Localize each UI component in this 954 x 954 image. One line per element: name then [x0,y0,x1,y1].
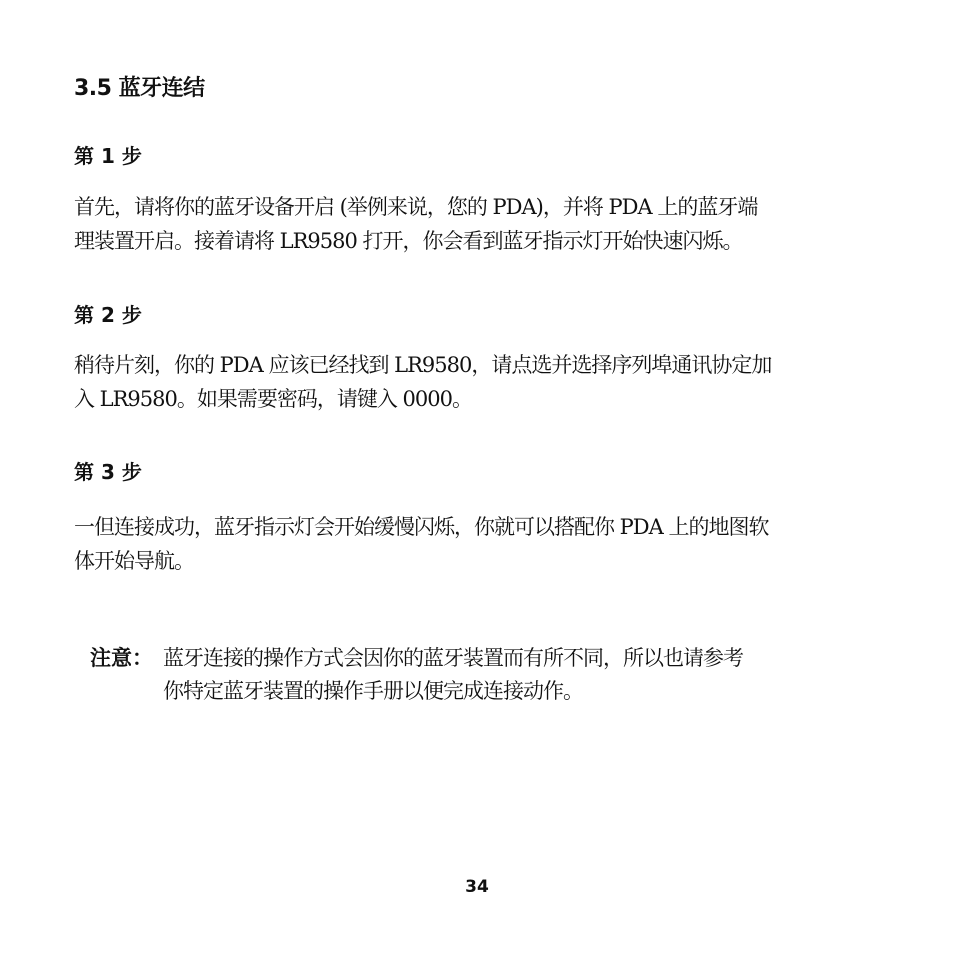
section-title: 3.5 蓝牙连结 [74,76,205,101]
step-3-heading: 第 3 步 [74,460,142,484]
step-2-heading: 第 2 步 [74,303,142,327]
note-label: 注意： [90,646,153,670]
step-2-line-1: 稍待片刻，你的 PDA 应该已经找到 LR9580，请点选并选择序列埠通讯协定加 [74,353,772,377]
note-line-1: 蓝牙连接的操作方式会因你的蓝牙装置而有所不同，所以也请参考 [163,646,743,670]
step-3-text [74,510,884,578]
note-line-2: 你特定蓝牙装置的操作手册以便完成连接动作。 [163,679,583,703]
step-1-heading: 第 1 步 [74,144,142,168]
page-number: 34 [465,877,489,897]
step-2-text [74,348,884,416]
note-body [163,642,883,708]
step-2-line-2: 入 LR9580。如果需要密码，请键入 0000。 [74,387,472,411]
step-3-line-1: 一但连接成功，蓝牙指示灯会开始缓慢闪烁，你就可以搭配你 PDA 上的地图软 [74,515,769,539]
step-3-line-2: 体开始导航。 [74,549,194,573]
step-1-line-2: 理装置开启。接着请将 LR9580 打开，你会看到蓝牙指示灯开始快速闪烁。 [74,229,743,253]
step-1-line-1: 首先，请将你的蓝牙设备开启 (举例来说，您的 PDA)，并将 PDA 上的蓝牙端 [74,195,758,219]
step-1-text [74,190,884,258]
